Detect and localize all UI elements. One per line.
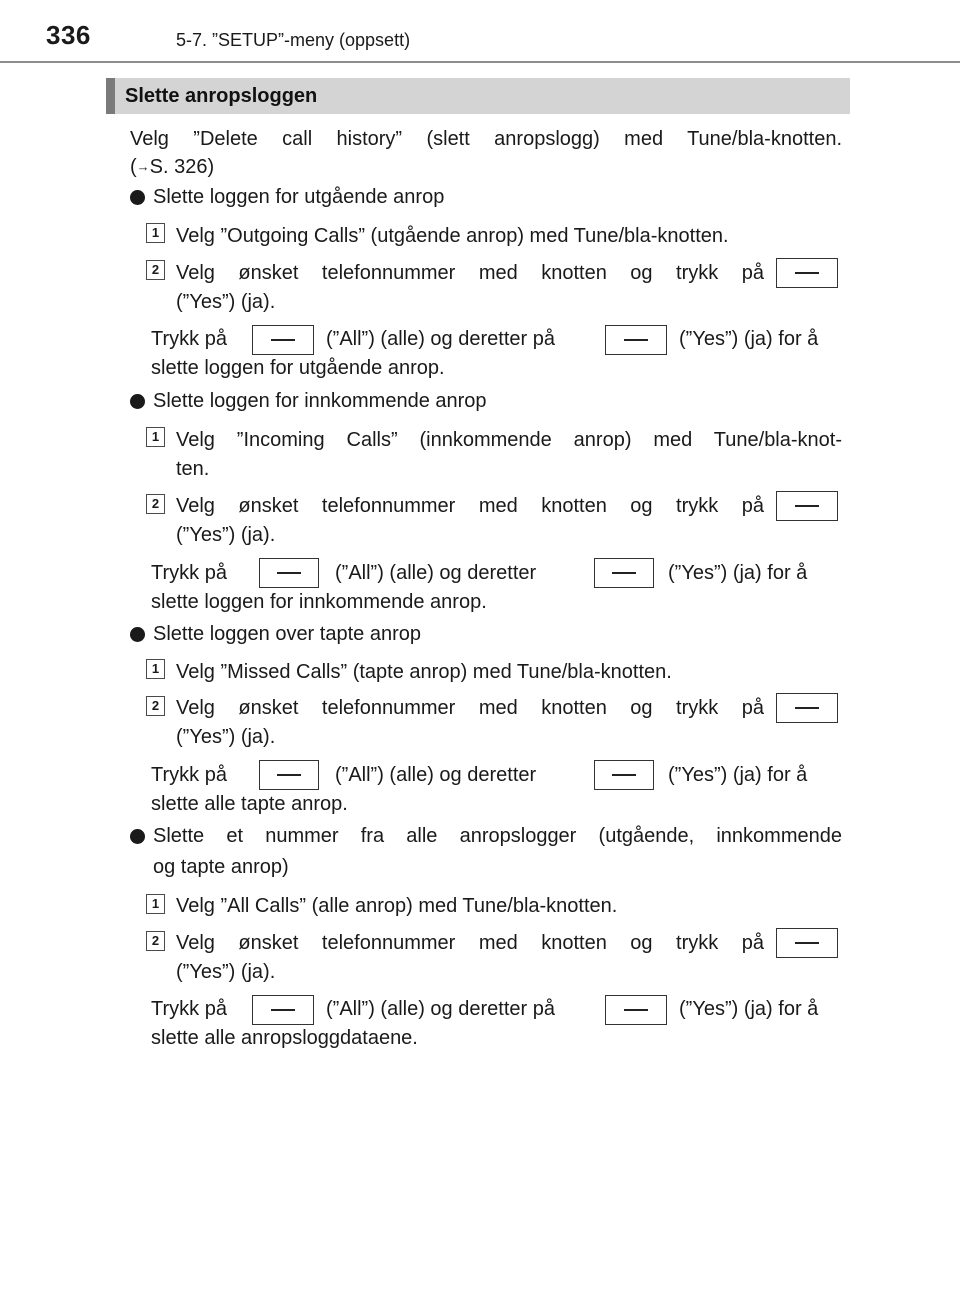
step-1-text: Velg ”All Calls” (alle anrop) med Tune/bla-knotten. [176, 895, 618, 917]
note-text: (”Yes”) (ja) for å [679, 998, 819, 1020]
step-2-text: Velg ønsket telefonnummer med knotten og trykk på [176, 697, 764, 719]
step-2-text-cont: (”Yes”) (ja). [176, 726, 276, 748]
note-text-cont: slette loggen for utgående anrop. [151, 357, 445, 379]
yes-button[interactable] [605, 995, 667, 1025]
section-header: Slette anropsloggen [106, 78, 850, 114]
page-number: 336 [46, 20, 91, 50]
all-button[interactable] [259, 558, 319, 588]
note-text: (”All”) (alle) og deretter på [326, 998, 555, 1020]
step-number-2: 2 [146, 696, 165, 716]
chapter-title: 5-7. ”SETUP”-meny (oppsett) [176, 30, 411, 50]
note-text: (”All”) (alle) og deretter [335, 764, 537, 786]
step-1-text: Velg ”Outgoing Calls” (utgående anrop) med Tune/bla-knotten. [176, 225, 729, 247]
note-text: (”Yes”) (ja) for å [679, 328, 819, 350]
bullet-icon [130, 394, 145, 409]
yes-button[interactable] [594, 760, 654, 790]
step-number-1: 1 [146, 223, 165, 243]
all-button[interactable] [252, 325, 314, 355]
bullet-icon [130, 829, 145, 844]
note-text: Trykk på [151, 764, 227, 786]
yes-button[interactable] [594, 558, 654, 588]
page-reference[interactable] [130, 152, 214, 182]
note-text-cont: slette alle tapte anrop. [151, 793, 348, 815]
yes-button[interactable] [776, 491, 838, 521]
note-text-cont: slette loggen for innkommende anrop. [151, 591, 487, 613]
step-2-text-cont: (”Yes”) (ja). [176, 961, 276, 983]
all-button[interactable] [252, 995, 314, 1025]
yes-button[interactable] [605, 325, 667, 355]
step-number-2: 2 [146, 494, 165, 514]
note-text: (”All”) (alle) og deretter på [326, 328, 555, 350]
group-heading-cont: og tapte anrop) [153, 856, 289, 878]
step-number-2: 2 [146, 931, 165, 951]
group-heading: Slette loggen for utgående anrop [153, 186, 445, 208]
step-1-text-cont: ten. [176, 458, 210, 480]
yes-button[interactable] [776, 693, 838, 723]
step-2-text-cont: (”Yes”) (ja). [176, 524, 276, 546]
step-number-2: 2 [146, 260, 165, 280]
step-number-1: 1 [146, 427, 165, 447]
step-number-1: 1 [146, 894, 165, 914]
header-divider [0, 61, 960, 63]
note-text: (”Yes”) (ja) for å [668, 764, 808, 786]
note-text: (”All”) (alle) og deretter [335, 562, 537, 584]
note-text: Trykk på [151, 328, 227, 350]
step-2-text: Velg ønsket telefonnummer med knotten og trykk på [176, 932, 764, 954]
step-1-text: Velg ”Incoming Calls” (innkommende anrop) med Tune/bla-knot- [176, 429, 842, 451]
intro-text: Velg ”Delete call history” (slett anropslogg) med Tune/bla-knotten. [130, 128, 842, 150]
step-2-text: Velg ønsket telefonnummer med knotten og trykk på [176, 262, 764, 284]
note-text: Trykk på [151, 998, 227, 1020]
group-heading: Slette loggen over tapte anrop [153, 623, 421, 645]
yes-button[interactable] [776, 258, 838, 288]
note-text: Trykk på [151, 562, 227, 584]
group-heading: Slette loggen for innkommende anrop [153, 390, 487, 412]
reference-open-paren: ( [130, 156, 137, 178]
arrow-right-icon: → [136, 159, 150, 174]
note-text: (”Yes”) (ja) for å [668, 562, 808, 584]
group-heading: Slette et nummer fra alle anropslogger (utgående, innkommende [153, 825, 842, 847]
yes-button[interactable] [776, 928, 838, 958]
reference-page: S. 326) [149, 156, 215, 178]
bullet-icon [130, 190, 145, 205]
note-text-cont: slette alle anropsloggdataene. [151, 1027, 418, 1049]
step-2-text: Velg ønsket telefonnummer med knotten og trykk på [176, 495, 764, 517]
all-button[interactable] [259, 760, 319, 790]
bullet-icon [130, 627, 145, 642]
step-2-text-cont: (”Yes”) (ja). [176, 291, 276, 313]
step-1-text: Velg ”Missed Calls” (tapte anrop) med Tune/bla-knotten. [176, 661, 672, 683]
step-number-1: 1 [146, 659, 165, 679]
